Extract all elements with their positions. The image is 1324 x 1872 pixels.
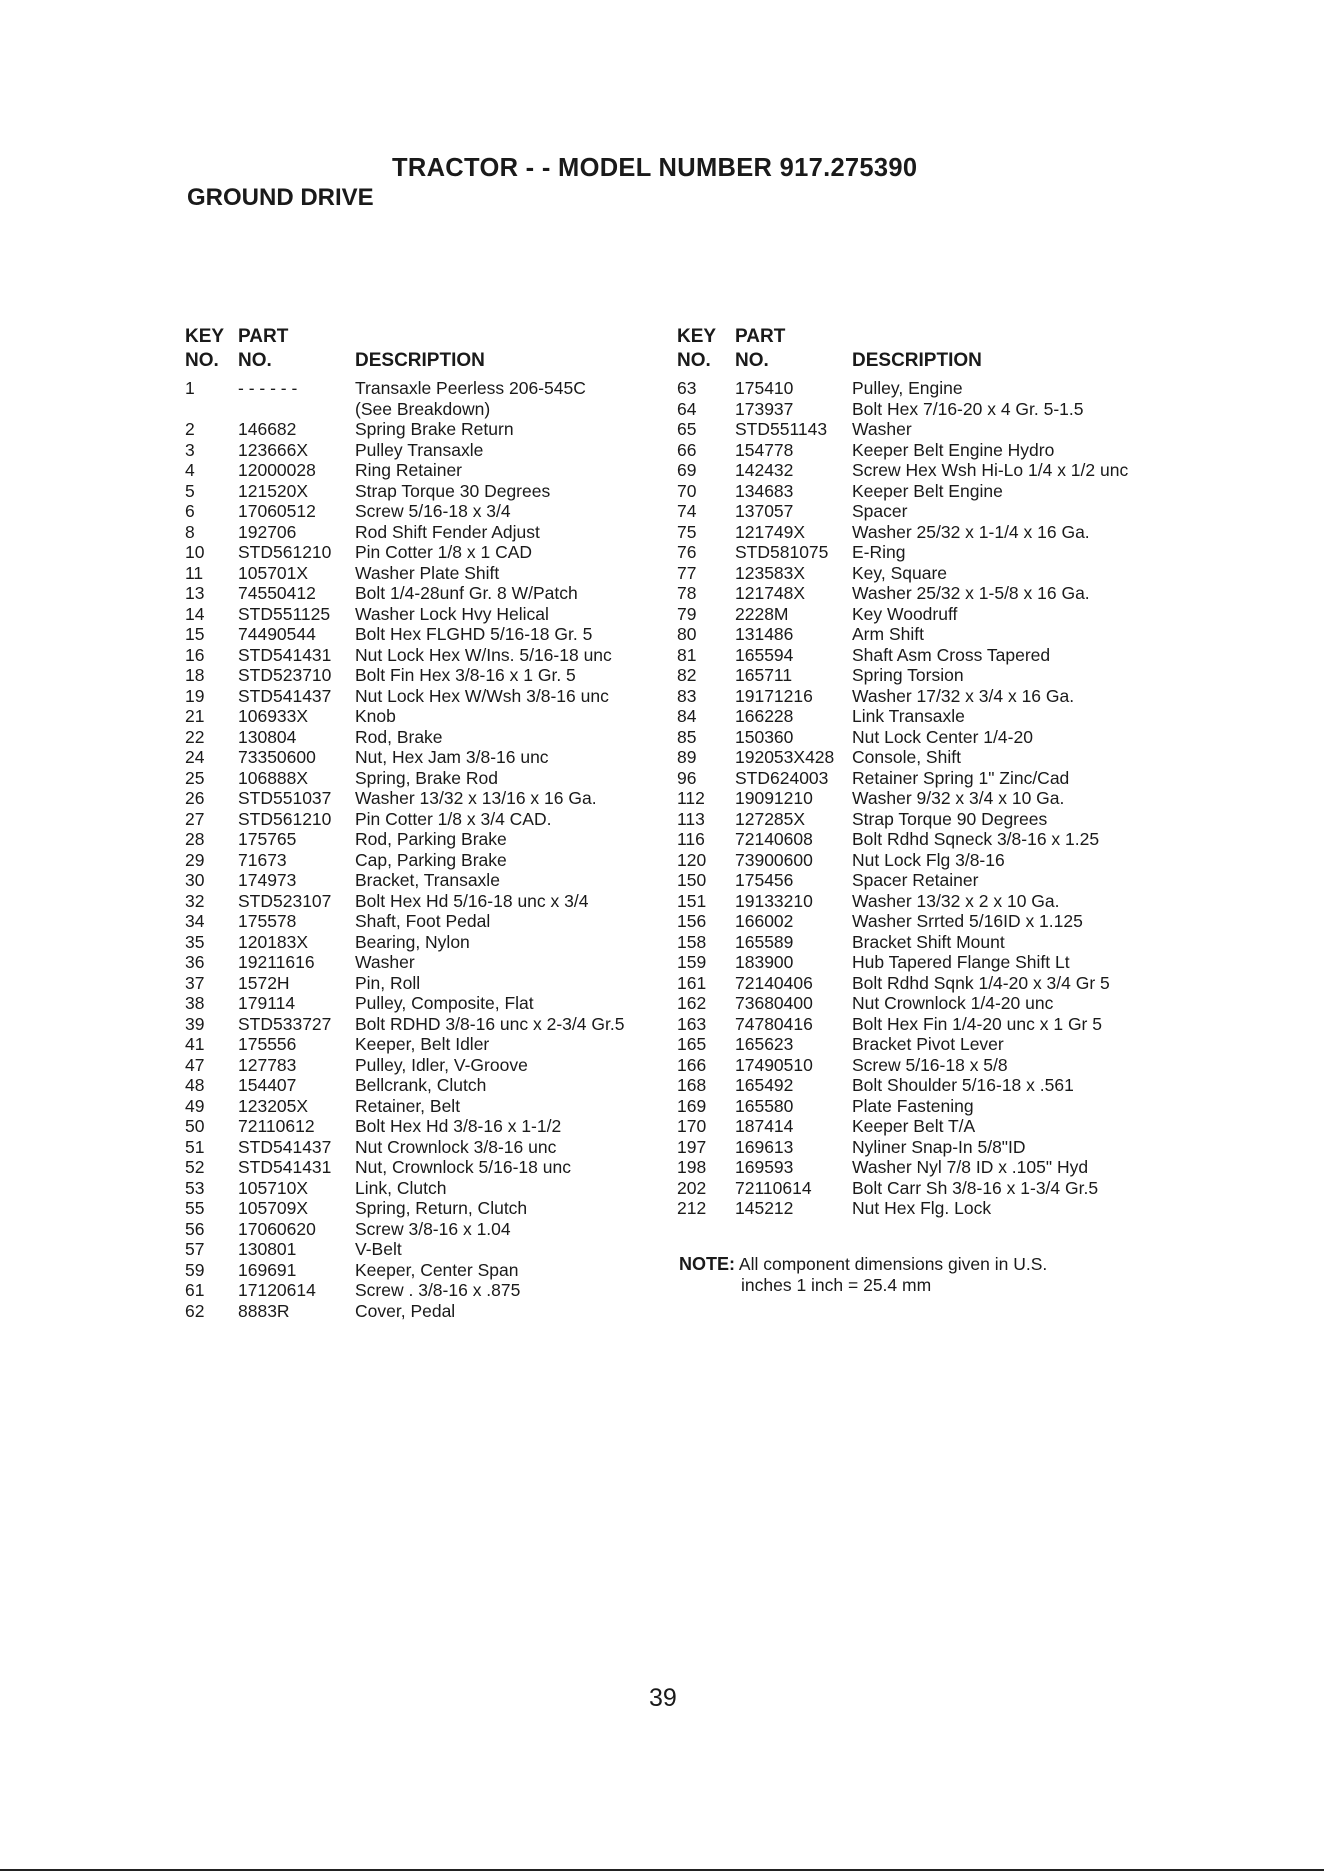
part-number: 175578 [238, 911, 297, 931]
key-number: 159 [677, 952, 707, 972]
key-number: 66 [677, 439, 697, 460]
part-number: 169613 [735, 1136, 794, 1157]
part-number: 154407 [238, 1075, 297, 1095]
part-number: 165623 [735, 1034, 794, 1054]
key-number: 8 [185, 521, 195, 542]
part-description: Nut Crownlock 1/4-20 unc [852, 993, 1054, 1013]
key-number: 37 [185, 972, 205, 993]
part-number: 121748X [735, 583, 806, 603]
part-description: Nyliner Snap-In 5/8"ID [852, 1136, 1026, 1157]
key-number: 70 [677, 480, 697, 501]
part-description: Retainer, Belt [355, 1095, 461, 1116]
part-number: 74550412 [238, 583, 316, 603]
key-number: 10 [185, 542, 205, 562]
part-description: Bracket Shift Mount [852, 931, 1005, 952]
part-number: 105701X [238, 562, 309, 583]
key-number: 61 [185, 1280, 205, 1300]
key-number: 29 [185, 849, 205, 870]
key-number: 36 [185, 952, 205, 972]
part-description: Washer Plate Shift [355, 562, 500, 583]
key-number: 49 [185, 1095, 205, 1116]
part-number: 165492 [735, 1075, 794, 1095]
key-number: 62 [185, 1300, 205, 1321]
part-number: 73900600 [735, 849, 813, 870]
part-description: Bolt Rdhd Sqneck 3/8-16 x 1.25 [852, 829, 1100, 849]
key-number: 16 [185, 644, 205, 665]
key-number: 202 [677, 1177, 707, 1198]
part-number: 165580 [735, 1095, 794, 1116]
key-number: 113 [677, 808, 705, 829]
part-number: 169593 [735, 1157, 794, 1177]
key-number: 112 [677, 788, 705, 808]
key-number: 75 [677, 521, 697, 542]
key-number: 165 [677, 1034, 707, 1054]
key-number: 11 [185, 562, 204, 583]
part-number: 175765 [238, 829, 297, 849]
part-description: Nut Hex Flg. Lock [852, 1198, 992, 1218]
part-description: Key, Square [852, 562, 948, 583]
part-number: STD561210 [238, 542, 332, 562]
part-description: Washer [355, 952, 415, 972]
part-description: Screw 5/16-18 x 3/4 [355, 501, 511, 521]
key-number: 39 [185, 1013, 205, 1034]
key-number: 78 [677, 583, 697, 603]
part-description: Rod, Brake [355, 726, 443, 747]
part-number: 72110614 [735, 1177, 812, 1198]
key-number: 151 [677, 890, 707, 911]
part-number: 175456 [735, 870, 794, 890]
key-number: 41 [185, 1034, 205, 1054]
part-number: 130801 [238, 1239, 297, 1259]
part-description: Nut, Hex Jam 3/8-16 unc [355, 747, 549, 767]
part-description: Washer Lock Hvy Helical [355, 603, 549, 624]
key-number: 53 [185, 1177, 205, 1198]
key-number: 69 [677, 460, 697, 480]
key-number: 80 [677, 624, 697, 644]
part-number: STD523107 [238, 890, 332, 911]
part-description: Pulley, Engine [852, 378, 963, 398]
part-number: 74780416 [735, 1013, 813, 1034]
part-number: 134683 [735, 480, 794, 501]
page-title: TRACTOR - - MODEL NUMBER 917.275390 [392, 154, 918, 182]
key-number: 25 [185, 767, 205, 788]
key-number: 55 [185, 1198, 205, 1218]
part-number: 174973 [238, 870, 297, 890]
part-description: Strap Torque 90 Degrees [852, 808, 1048, 829]
part-description: Spring, Return, Clutch [355, 1198, 528, 1218]
key-number: 13 [185, 583, 205, 603]
description-header: DESCRIPTION [355, 350, 485, 371]
part-description: Arm Shift [852, 624, 924, 644]
note-label: NOTE: [679, 1254, 735, 1274]
key-number: 2 [185, 419, 195, 439]
part-description: Console, Shift [852, 747, 961, 767]
part-number: 131486 [735, 624, 794, 644]
part-description: Nut Lock Flg 3/8-16 [852, 849, 1005, 870]
note-text-line1: All component dimensions given in U.S. [738, 1254, 1048, 1274]
part-number: STD624003 [735, 767, 829, 788]
part-number: 166002 [735, 911, 794, 931]
key-number: 65 [677, 419, 697, 439]
part-description: Hub Tapered Flange Shift Lt [852, 952, 1070, 972]
part-description: Pin Cotter 1/8 x 3/4 CAD. [355, 808, 552, 829]
part-number: STD523710 [238, 665, 332, 685]
part-number: STD541437 [238, 685, 332, 706]
part-number: 8883R [238, 1300, 290, 1321]
key-number: 30 [185, 870, 205, 890]
key-number: 120 [677, 849, 707, 870]
key-number: 64 [677, 398, 697, 419]
part-number: 165589 [735, 931, 794, 952]
part-description: Bolt 1/4-28unf Gr. 8 W/Patch [355, 583, 578, 603]
key-number: 83 [677, 685, 697, 706]
key-number: 198 [677, 1157, 707, 1177]
part-number: 2228M [735, 603, 789, 624]
part-number: 187414 [735, 1116, 794, 1136]
key-number: 22 [185, 726, 205, 747]
key-number: 166 [677, 1054, 707, 1075]
part-number: STD581075 [735, 542, 829, 562]
part-description: Shaft Asm Cross Tapered [852, 644, 1051, 665]
key-number: 116 [677, 829, 705, 849]
part-no-header: NO. [735, 350, 769, 371]
part-description: Pin Cotter 1/8 x 1 CAD [355, 542, 533, 562]
part-number: STD551037 [238, 788, 332, 808]
note-text-line2: inches 1 inch = 25.4 mm [741, 1274, 932, 1295]
key-number: 24 [185, 747, 205, 767]
part-description: Keeper Belt T/A [852, 1116, 976, 1136]
key-header: KEY [185, 326, 225, 347]
part-description: Cover, Pedal [355, 1300, 456, 1321]
part-description: E-Ring [852, 542, 906, 562]
part-number: 150360 [735, 726, 794, 747]
part-description: Bracket Pivot Lever [852, 1034, 1004, 1054]
key-number: 52 [185, 1157, 205, 1177]
part-number: 106888X [238, 767, 309, 788]
part-description: Spring Brake Return [355, 419, 514, 439]
part-number: STD533727 [238, 1013, 332, 1034]
part-description: Washer [852, 419, 912, 439]
key-number: 77 [677, 562, 697, 583]
part-number: STD551143 [735, 419, 828, 439]
key-number: 89 [677, 747, 697, 767]
part-description: Screw 5/16-18 x 5/8 [852, 1054, 1008, 1075]
part-number: 123583X [735, 562, 806, 583]
part-no-header: NO. [238, 350, 272, 371]
part-description: Retainer Spring 1" Zinc/Cad [852, 767, 1070, 788]
part-description: (See Breakdown) [355, 398, 491, 419]
part-number: 123205X [238, 1095, 309, 1116]
key-number: 3 [185, 439, 195, 460]
part-description: Nut, Crownlock 5/16-18 unc [355, 1157, 571, 1177]
part-number: 146682 [238, 419, 297, 439]
part-number: 145212 [735, 1198, 794, 1218]
key-number: 168 [677, 1075, 707, 1095]
part-number: 166228 [735, 706, 794, 726]
key-number: 63 [677, 378, 697, 398]
part-description: Nut Lock Hex W/Wsh 3/8-16 unc [355, 685, 609, 706]
section-title: GROUND DRIVE [187, 184, 374, 211]
part-number: 71673 [238, 849, 287, 870]
key-number: 26 [185, 788, 205, 808]
part-description: Bolt Hex Fin 1/4-20 unc x 1 Gr 5 [852, 1013, 1102, 1034]
part-description: Washer 25/32 x 1-5/8 x 16 Ga. [852, 583, 1090, 603]
key-number: 35 [185, 931, 205, 952]
part-number: 183900 [735, 952, 794, 972]
part-number: 17490510 [735, 1054, 813, 1075]
key-number: 32 [185, 890, 205, 911]
part-header: PART [735, 326, 786, 347]
part-number: 175556 [238, 1034, 297, 1054]
key-number: 76 [677, 542, 697, 562]
key-header: KEY [677, 326, 717, 347]
part-description: Knob [355, 706, 396, 726]
part-description: Rod Shift Fender Adjust [355, 521, 540, 542]
part-number: 19133210 [735, 890, 813, 911]
part-number: 192706 [238, 521, 297, 542]
part-number: 127285X [735, 808, 806, 829]
part-number: 173937 [735, 398, 794, 419]
part-number: 165711 [735, 665, 793, 685]
key-number: 81 [677, 644, 697, 665]
part-number: 1572H [238, 972, 290, 993]
part-number: 192053X428 [735, 747, 835, 767]
key-number: 14 [185, 603, 205, 624]
part-description: Pulley, Idler, V-Groove [355, 1054, 528, 1075]
key-number: 18 [185, 665, 205, 685]
part-number: 73680400 [735, 993, 813, 1013]
part-number: STD551125 [238, 603, 331, 624]
key-number: 50 [185, 1116, 205, 1136]
key-number: 59 [185, 1259, 205, 1280]
part-number: 154778 [735, 439, 794, 460]
part-number: 17060620 [238, 1218, 316, 1239]
part-description: Link Transaxle [852, 706, 965, 726]
part-description: Washer 13/32 x 13/16 x 16 Ga. [355, 788, 597, 808]
part-number: 17120614 [238, 1280, 316, 1300]
part-description: Washer Nyl 7/8 ID x .105" Hyd [852, 1157, 1089, 1177]
key-number: 38 [185, 993, 205, 1013]
part-number: 137057 [735, 501, 794, 521]
part-number: 17060512 [238, 501, 316, 521]
part-number: 72140608 [735, 829, 813, 849]
part-number: STD541437 [238, 1136, 332, 1157]
part-number: 121749X [735, 521, 806, 542]
key-number: 5 [185, 480, 195, 501]
part-description: Spring Torsion [852, 665, 964, 685]
key-number: 84 [677, 706, 697, 726]
key-number: 162 [677, 993, 707, 1013]
part-description: Washer Srrted 5/16ID x 1.125 [852, 911, 1083, 931]
part-description: Nut Crownlock 3/8-16 unc [355, 1136, 557, 1157]
part-description: Link, Clutch [355, 1177, 447, 1198]
part-description: Shaft, Foot Pedal [355, 911, 491, 931]
part-description: Bolt Hex 7/16-20 x 4 Gr. 5-1.5 [852, 398, 1084, 419]
description-header: DESCRIPTION [852, 350, 982, 371]
key-number: 82 [677, 665, 697, 685]
part-description: Keeper Belt Engine Hydro [852, 439, 1055, 460]
key-number: 48 [185, 1075, 205, 1095]
bottom-rule [0, 1869, 1324, 1871]
part-description: Bolt Hex FLGHD 5/16-18 Gr. 5 [355, 624, 593, 644]
part-description: Bolt Hex Hd 5/16-18 unc x 3/4 [355, 890, 589, 911]
part-number: 105710X [238, 1177, 309, 1198]
part-number: 72110612 [238, 1116, 315, 1136]
part-number: 19091210 [735, 788, 813, 808]
part-description: Bolt Hex Hd 3/8-16 x 1-1/2 [355, 1116, 562, 1136]
part-number: 142432 [735, 460, 794, 480]
part-description: Spacer Retainer [852, 870, 979, 890]
part-description: Washer 17/32 x 3/4 x 16 Ga. [852, 685, 1075, 706]
part-description: Strap Torque 30 Degrees [355, 480, 551, 501]
part-description: Screw Hex Wsh Hi-Lo 1/4 x 1/2 unc [852, 460, 1129, 480]
part-description: Screw 3/8-16 x 1.04 [355, 1218, 511, 1239]
key-number: 156 [677, 911, 707, 931]
key-number: 21 [185, 706, 205, 726]
part-number: STD561210 [238, 808, 332, 829]
key-number: 161 [677, 972, 707, 993]
part-description: Rod, Parking Brake [355, 829, 507, 849]
part-description: Spacer [852, 501, 908, 521]
part-description: Pulley, Composite, Flat [355, 993, 534, 1013]
part-number: - - - - - - [238, 378, 298, 398]
part-description: Key Woodruff [852, 603, 958, 624]
part-number: 73350600 [238, 747, 316, 767]
part-description: Bellcrank, Clutch [355, 1075, 487, 1095]
key-number: 47 [185, 1054, 205, 1075]
key-number: 74 [677, 501, 697, 521]
key-number: 197 [677, 1136, 707, 1157]
key-number: 27 [185, 808, 205, 829]
key-number: 150 [677, 870, 707, 890]
part-number: 123666X [238, 439, 309, 460]
part-number: 19171216 [735, 685, 813, 706]
part-number: STD541431 [238, 1157, 332, 1177]
part-description: Bolt Carr Sh 3/8-16 x 1-3/4 Gr.5 [852, 1177, 1099, 1198]
key-number: 4 [185, 460, 195, 480]
part-description: Bracket, Transaxle [355, 870, 500, 890]
part-number: 72140406 [735, 972, 813, 993]
dimension-note [679, 1254, 1048, 1295]
part-description: Washer 9/32 x 3/4 x 10 Ga. [852, 788, 1065, 808]
part-number: 179114 [238, 993, 296, 1013]
part-description: Keeper Belt Engine [852, 480, 1003, 501]
part-number: 12000028 [238, 460, 316, 480]
part-description: Bolt Rdhd Sqnk 1/4-20 x 3/4 Gr 5 [852, 972, 1110, 993]
part-header: PART [238, 326, 289, 347]
part-description: V-Belt [355, 1239, 402, 1259]
part-number: 74490544 [238, 624, 316, 644]
part-description: Transaxle Peerless 206-545C [355, 378, 586, 398]
part-number: 121520X [238, 480, 309, 501]
key-number: 158 [677, 931, 707, 952]
part-description: Bearing, Nylon [355, 931, 470, 952]
part-description: Nut Lock Hex W/Ins. 5/16-18 unc [355, 644, 612, 665]
part-description: Cap, Parking Brake [355, 849, 507, 870]
part-number: 165594 [735, 644, 794, 665]
part-description: Keeper, Belt Idler [355, 1034, 490, 1054]
part-number: 106933X [238, 706, 309, 726]
key-number: 51 [185, 1136, 205, 1157]
part-number: 175410 [735, 378, 794, 398]
key-number: 19 [185, 685, 205, 706]
key-number: 79 [677, 603, 697, 624]
page-number: 39 [649, 1684, 677, 1712]
part-description: Keeper, Center Span [355, 1259, 519, 1280]
key-number: 85 [677, 726, 697, 747]
part-number: STD541431 [238, 644, 332, 665]
part-description: Pulley Transaxle [355, 439, 484, 460]
part-description: Bolt Shoulder 5/16-18 x .561 [852, 1075, 1074, 1095]
part-description: Pin, Roll [355, 972, 421, 993]
key-number: 56 [185, 1218, 205, 1239]
part-number: 120183X [238, 931, 309, 952]
part-description: Screw . 3/8-16 x .875 [355, 1280, 521, 1300]
key-no-header: NO. [185, 350, 219, 371]
part-description: Plate Fastening [852, 1095, 974, 1116]
key-number: 6 [185, 501, 195, 521]
part-description: Ring Retainer [355, 460, 462, 480]
key-number: 1 [185, 378, 195, 398]
part-description: Nut Lock Center 1/4-20 [852, 726, 1033, 747]
part-description: Washer 13/32 x 2 x 10 Ga. [852, 890, 1060, 911]
key-number: 57 [185, 1239, 205, 1259]
part-number: 19211616 [238, 952, 315, 972]
part-number: 127783 [238, 1054, 297, 1075]
part-description: Bolt Fin Hex 3/8-16 x 1 Gr. 5 [355, 665, 576, 685]
part-number: 169691 [238, 1259, 297, 1280]
key-number: 169 [677, 1095, 707, 1116]
part-description: Washer 25/32 x 1-1/4 x 16 Ga. [852, 521, 1090, 542]
key-number: 96 [677, 767, 697, 788]
part-description: Spring, Brake Rod [355, 767, 498, 788]
key-no-header: NO. [677, 350, 711, 371]
part-number: 105709X [238, 1198, 309, 1218]
key-number: 212 [677, 1198, 707, 1218]
key-number: 34 [185, 911, 205, 931]
part-description: Bolt RDHD 3/8-16 unc x 2-3/4 Gr.5 [355, 1013, 625, 1034]
part-number: 130804 [238, 726, 297, 747]
key-number: 28 [185, 829, 205, 849]
key-number: 15 [185, 624, 205, 644]
key-number: 170 [677, 1116, 707, 1136]
key-number: 163 [677, 1013, 707, 1034]
